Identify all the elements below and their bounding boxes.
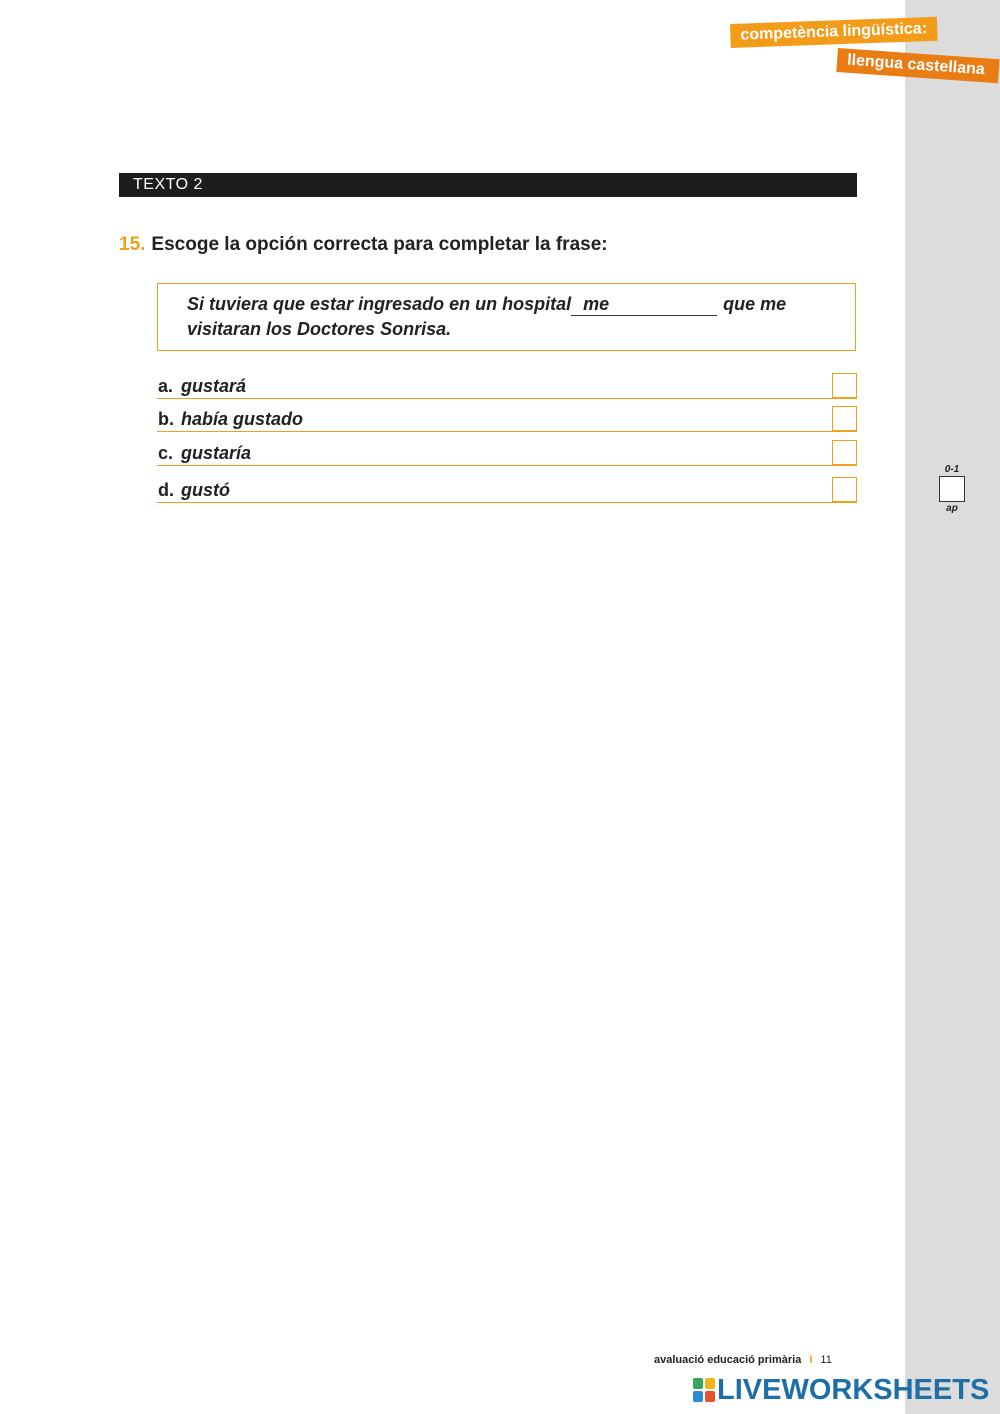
option-letter: a. — [158, 376, 174, 396]
option-text: gustó — [181, 480, 230, 500]
option-text: gustará — [181, 376, 247, 396]
option-text: gustaría — [181, 443, 252, 463]
option-text: había gustado — [181, 409, 304, 429]
liveworksheets-logo-text: LIVEWORKSHEETS — [717, 1374, 990, 1406]
subject-tag-competence: competència lingüística: — [730, 17, 937, 48]
option-letter: b. — [158, 409, 174, 429]
sentence-after-blank: que me — [723, 294, 787, 314]
sentence-before-blank: Si tuviera que estar ingresado en un hospital — [187, 294, 572, 314]
option-d — [157, 475, 857, 503]
score-range-label: 0-1 — [944, 464, 960, 475]
score-box — [939, 476, 965, 502]
footer-separator: I — [809, 1354, 813, 1366]
footer-label: avaluació educació primària — [654, 1354, 802, 1366]
footer — [654, 1354, 832, 1366]
section-title: TEXTO 2 — [133, 176, 203, 193]
liveworksheets-blocks-icon — [693, 1378, 715, 1402]
section-title-bar — [119, 173, 857, 197]
subject-tag-language: llengua castellana — [836, 48, 999, 83]
page-number: 11 — [820, 1354, 832, 1366]
question-number: 15. — [119, 234, 146, 255]
question-heading — [119, 234, 608, 256]
blank-prefilled-word: me — [583, 294, 610, 314]
sentence-line-2: visitaran los Doctores Sonrisa. — [187, 319, 452, 339]
option-letter: c. — [158, 443, 174, 463]
option-c-checkbox[interactable] — [832, 440, 857, 465]
sentence-line-1 — [187, 294, 786, 316]
blank-answer-field[interactable] — [571, 294, 717, 316]
option-b-checkbox[interactable] — [832, 406, 857, 431]
score-code-label: ap — [946, 503, 958, 514]
option-b — [157, 404, 857, 432]
option-a — [157, 371, 857, 399]
option-d-checkbox[interactable] — [832, 477, 857, 502]
option-c — [157, 438, 857, 466]
side-panel — [905, 0, 1000, 1414]
option-a-checkbox[interactable] — [832, 373, 857, 398]
question-prompt: Escoge la opción correcta para completar la frase: — [151, 234, 608, 255]
option-letter: d. — [158, 480, 174, 500]
